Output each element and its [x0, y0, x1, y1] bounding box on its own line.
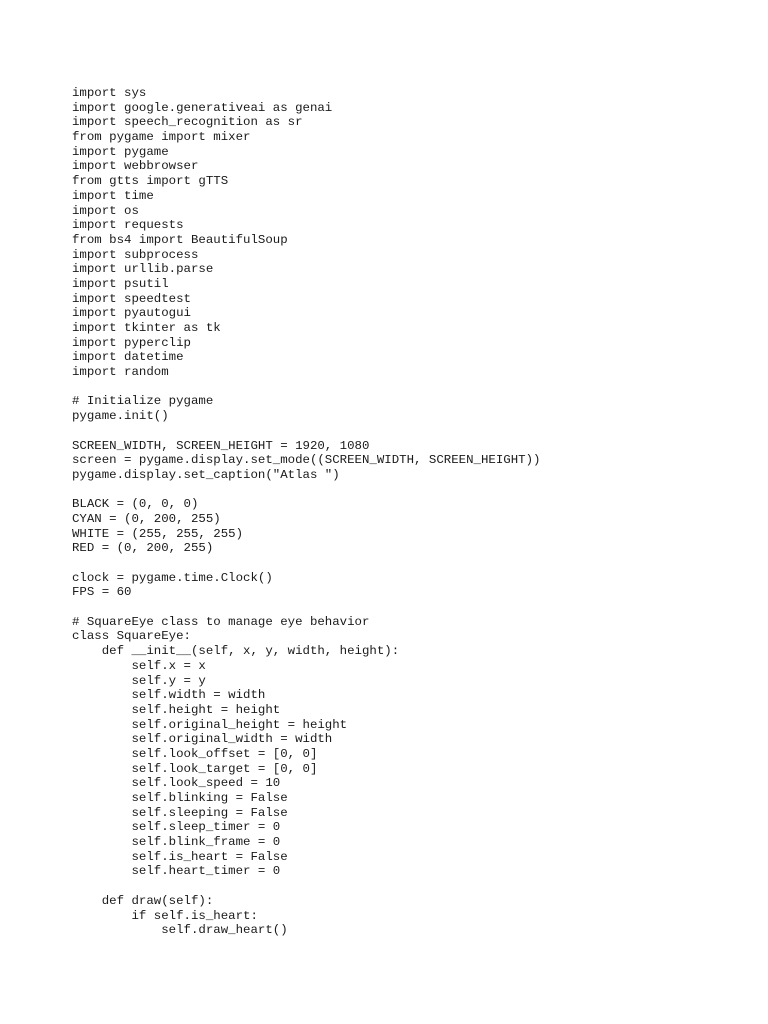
- code-line: # SquareEye class to manage eye behavior: [72, 614, 370, 629]
- code-listing: [72, 86, 540, 938]
- code-line: self.y = y: [72, 673, 206, 688]
- code-line: self.blinking = False: [72, 791, 288, 805]
- code-line: clock = pygame.time.Clock(): [72, 570, 273, 585]
- code-line: self.original_height = height: [72, 717, 348, 732]
- code-line: self.x = x: [72, 658, 206, 673]
- code-line: import sys: [72, 86, 147, 100]
- code-line: import tkinter as tk: [72, 321, 221, 335]
- code-line: self.width = width: [72, 688, 266, 703]
- code-line: import speedtest: [72, 291, 191, 306]
- code-line: import subprocess: [72, 247, 199, 262]
- code-line: pygame.init(): [72, 409, 169, 424]
- code-line: self.blink_frame = 0: [72, 835, 281, 850]
- code-line: import pyperclip: [72, 335, 191, 350]
- code-line: import random: [72, 365, 169, 380]
- code-line: CYAN = (0, 200, 255): [72, 511, 221, 526]
- code-line: [72, 879, 540, 894]
- code-line: import google.generativeai as genai: [72, 100, 333, 115]
- code-line: self.look_offset = [0, 0]: [72, 746, 318, 761]
- code-line: import time: [72, 188, 154, 203]
- code-line: self.sleeping = False: [72, 805, 288, 820]
- code-line: BLACK = (0, 0, 0): [72, 497, 199, 512]
- code-line: import datetime: [72, 350, 184, 365]
- code-line: self.original_width = width: [72, 732, 333, 747]
- code-line: self.heart_timer = 0: [72, 864, 281, 879]
- code-line: [72, 483, 540, 498]
- code-line: [72, 556, 540, 571]
- code-line: screen = pygame.display.set_mode((SCREEN_WIDTH, SCREEN_HEIGHT)): [72, 453, 541, 468]
- code-line: from pygame import mixer: [72, 130, 251, 145]
- code-line: self.is_heart = False: [72, 849, 288, 864]
- code-line: from gtts import gTTS: [72, 174, 229, 189]
- code-line: self.height = height: [72, 702, 281, 717]
- code-line: import os: [72, 203, 139, 218]
- code-line: [72, 380, 540, 395]
- code-line: def draw(self):: [72, 893, 214, 908]
- code-line: [72, 424, 540, 439]
- code-line: import webbrowser: [72, 159, 199, 174]
- code-line: import pyautogui: [72, 306, 191, 321]
- code-line: self.draw_heart(): [72, 923, 288, 938]
- code-line: FPS = 60: [72, 585, 132, 600]
- code-line: RED = (0, 200, 255): [72, 541, 214, 556]
- code-line: WHITE = (255, 255, 255): [72, 526, 244, 541]
- code-line: import urllib.parse: [72, 262, 214, 277]
- code-line: pygame.display.set_caption("Atlas "): [72, 467, 340, 482]
- code-line: self.look_target = [0, 0]: [72, 761, 318, 776]
- code-line: self.look_speed = 10: [72, 776, 281, 791]
- code-line: import requests: [72, 218, 184, 233]
- code-line: import pygame: [72, 144, 169, 159]
- code-line: self.sleep_timer = 0: [72, 820, 281, 835]
- code-line: class SquareEye:: [72, 629, 191, 644]
- code-line: from bs4 import BeautifulSoup: [72, 232, 288, 247]
- code-line: # Initialize pygame: [72, 394, 214, 409]
- code-line: import speech_recognition as sr: [72, 115, 303, 130]
- code-line: [72, 600, 540, 615]
- code-line: import psutil: [72, 276, 169, 291]
- code-line: def __init__(self, x, y, width, height):: [72, 644, 400, 659]
- code-line: if self.is_heart:: [72, 908, 258, 923]
- code-line: SCREEN_WIDTH, SCREEN_HEIGHT = 1920, 1080: [72, 438, 370, 453]
